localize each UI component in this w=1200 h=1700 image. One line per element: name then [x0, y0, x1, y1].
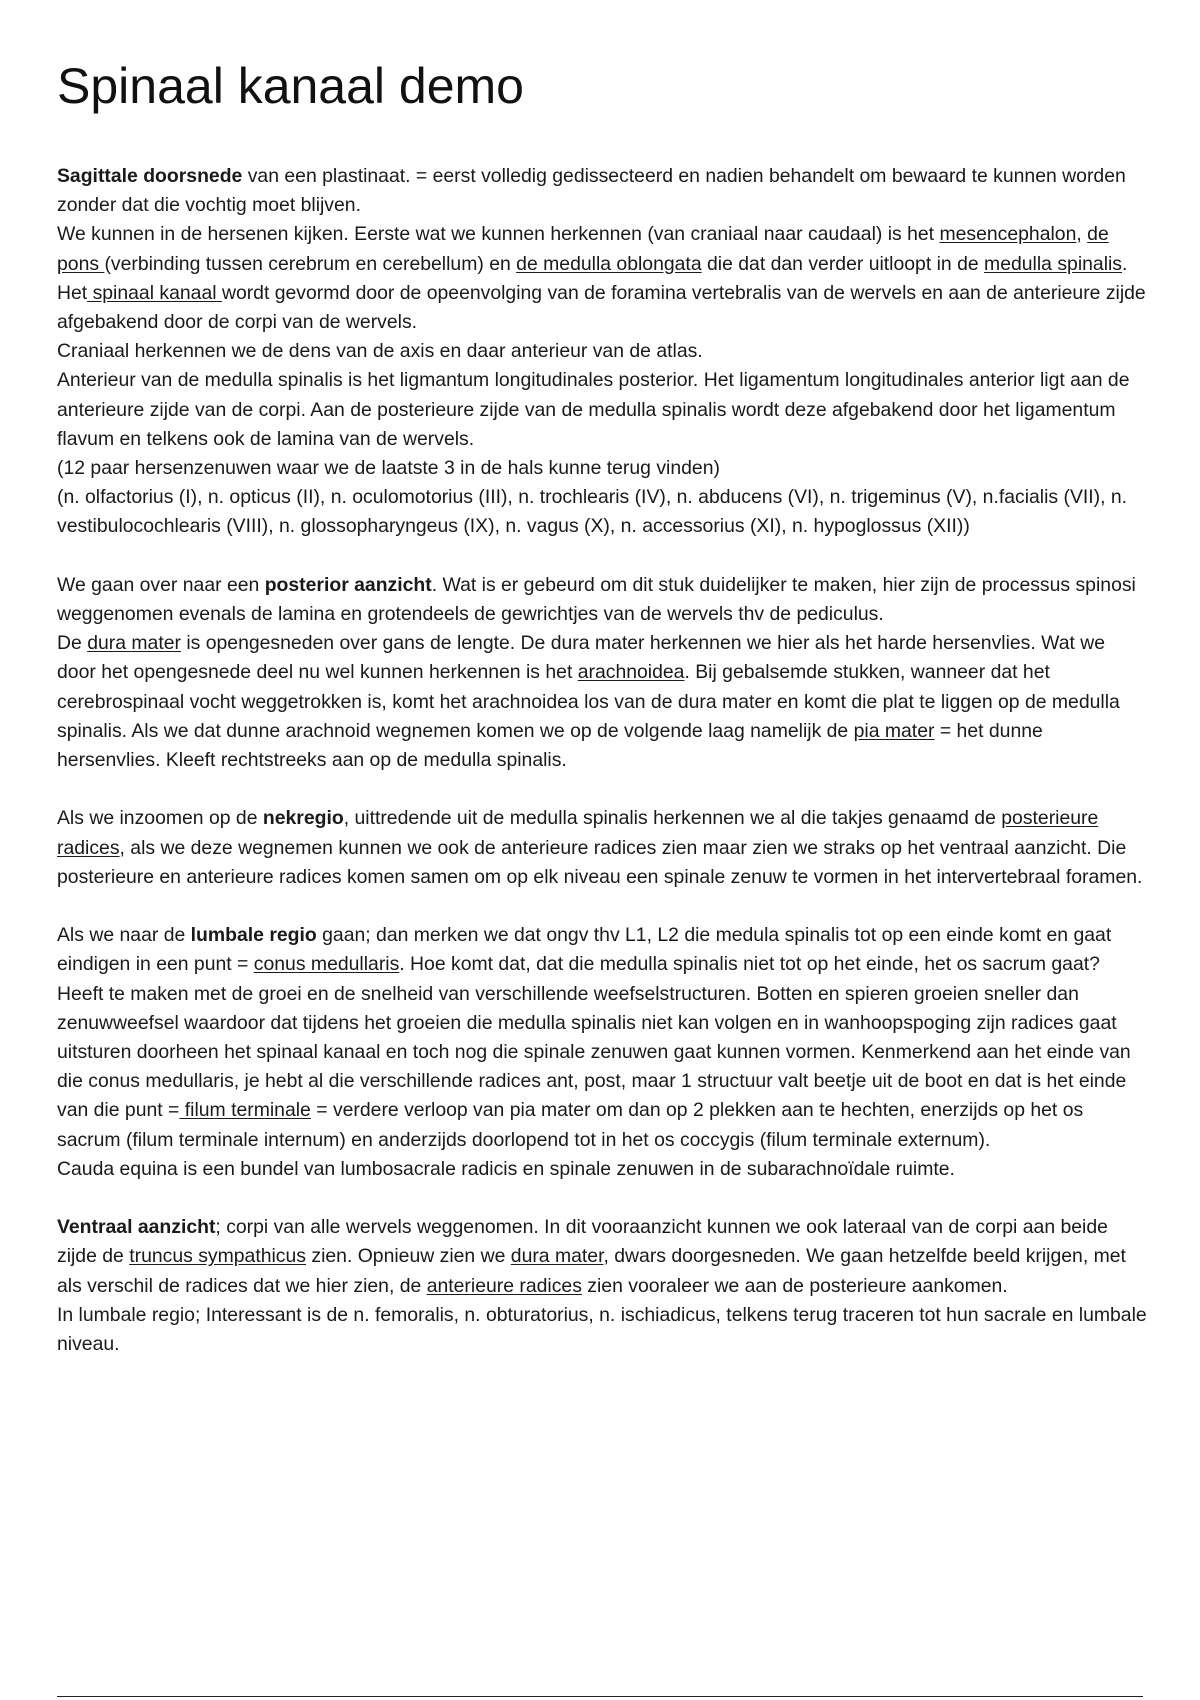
bold-term: nekregio [262, 807, 344, 830]
underlined-term: mesencephalon [939, 223, 1077, 246]
bold-term: Ventraal aanzicht [57, 1216, 216, 1239]
bold-term: lumbale regio [190, 924, 317, 947]
section-ventraal [57, 1213, 1147, 1359]
underlined-term: medulla spinalis [984, 252, 1123, 275]
bold-term: posterior aanzicht [264, 573, 432, 596]
paragraph-gap [57, 892, 1147, 921]
underlined-term: dura mater [510, 1245, 604, 1268]
underlined-term: filum terminale [179, 1099, 311, 1122]
underlined-term: dura mater [87, 632, 181, 655]
underlined-term: arachnoidea [577, 661, 685, 684]
paragraph-gap [57, 775, 1147, 804]
paragraph-hersenen: We kunnen in de hersenen kijken. Eerste wat we kunnen herkennen (van craniaal naar caudaal) is het mesencephalon, de pons (verbinding tussen cerebrum en cerebellum) en de medulla oblongata die dat dan verder uitloopt in de medulla spinalis. [57, 223, 1128, 275]
underlined-term: truncus sympathicus [129, 1245, 306, 1268]
underlined-term: de pons [57, 223, 1109, 275]
paragraph-cauda-equina: Cauda equina is een bundel van lumbosacrale radicis en spinale zenuwen in de subarachnoïdale ruimte. [57, 1157, 955, 1180]
section-posterior [57, 571, 1147, 775]
paragraph-dura-mater: De dura mater is opengesneden over gans de lengte. De dura mater herkennen we hier als het harde hersenvlies. Wat we door het opengesnede deel nu wel kunnen herkennen is het arachnoidea. Bij gebalsemde stukken, wanneer dat het cerebrospinaal vocht weggetrokken is, komt het arachnoidea los van de dura mater en komt die plat te liggen op de medulla spinalis. Als we dat dunne arachnoid wegnemen komen we op de volgende laag namelijk de pia mater = het dunne hersenvlies. Kleeft rechtstreeks aan op de medulla spinalis. [57, 632, 1120, 772]
underlined-term: anterieure radices [426, 1274, 582, 1297]
paragraph-hersenzenuwen-list: (n. olfactorius (I), n. opticus (II), n. oculomotorius (III), n. trochlearis (IV), n. abducens (VI), n. trigeminus (V), n.facialis (VII), n. vestibulocochlearis (VIII), n. glossopharyngeus (IX), n. vagus (X), n. accessorius (XI), n. hypoglossus (XII)) [57, 486, 1128, 538]
section-nekregio [57, 804, 1147, 892]
paragraph-craniaal: Craniaal herkennen we de dens van de axis en daar anterieur van de atlas. [57, 340, 703, 363]
underlined-term: conus medullaris [253, 953, 400, 976]
paragraph-ligamenten: Anterieur van de medulla spinalis is het ligmantum longitudinales posterior. Het ligamentum longitudinales anterior ligt aan de anterieure zijde van de corpi. Aan de posterieure zijde van de medulla spinalis wordt deze afgebakend door het ligamentum flavum en telkens ook de lamina van de wervels. [57, 369, 1130, 450]
footer-divider [57, 1696, 1143, 1697]
paragraph-hersenzenuwen-note: (12 paar hersenzenuwen waar we de laatste 3 in de hals kunne terug vinden) [57, 457, 720, 480]
paragraph-nekregio: Als we inzoomen op de nekregio, uittredende uit de medulla spinalis herkennen we al die takjes genaamd de posterieure radices, als we deze wegnemen kunnen we ook de anterieure radices zien maar zien we straks op het ventraal aanzicht. Die posterieure en anterieure radices komen samen om op elk niveau een spinale zenuw te vormen in het intervertebraal foramen. [57, 807, 1143, 888]
paragraph-spinaal-kanaal: Het spinaal kanaal wordt gevormd door de opeenvolging van de foramina vertebralis van de wervels en aan de anterieure zijde afgebakend door de corpi van de wervels. [57, 281, 1146, 334]
paragraph-gap [57, 542, 1147, 571]
page-title: Spinaal kanaal demo [57, 58, 524, 114]
paragraph-lumbale-regio: Als we naar de lumbale regio gaan; dan merken we dat ongv thv L1, L2 die medula spinalis tot op een einde komt en gaat eindigen in een punt = conus medullaris. Hoe komt dat, dat die medulla spinalis niet tot op het einde, het os sacrum gaat? Heeft te maken met de groei en de snelheid van verschillende weefselstructuren. Botten en spieren groeien sneller dan zenuwweefsel waardoor dat tijdens het groeien die medulla spinalis niet kan volgen en in wanhoopspoging zijn radices gaat uitsturen doorheen het spinaal kanaal en toch nog die spinale zenuwen gaat kunnen vormen. Kenmerkend aan het einde van die conus medullaris, je hebt al die verschillende radices ant, post, maar 1 structuur valt beetje uit de boot en dat is het einde van die punt = filum terminale = verdere verloop van pia mater om dan op 2 plekken aan te hechten, enerzijds op het os sacrum (filum terminale internum) en anderzijds doorlopend tot in het os coccygis (filum terminale externum). [57, 924, 1131, 1151]
paragraph-sagittale-doorsnede: Sagittale doorsnede van een plastinaat. = eerst volledig gedissecteerd en nadien behandelt om bewaard te kunnen worden zonder dat die vochtig moet blijven. [57, 165, 1126, 217]
paragraph-ventraal-aanzicht: Ventraal aanzicht; corpi van alle wervels weggenomen. In dit vooraanzicht kunnen we ook lateraal van de corpi aan beide zijde de truncus sympathicus zien. Opnieuw zien we dura mater, dwars doorgesneden. We gaan hetzelfde beeld krijgen, met als verschil de radices dat we hier zien, de anterieure radices zien vooraleer we aan de posterieure aankomen. [57, 1216, 1126, 1297]
underlined-term: pia mater [853, 719, 935, 742]
document-page [57, 52, 1147, 1359]
bold-term: Sagittale doorsnede [57, 165, 243, 187]
paragraph-lumbale-zenuwen: In lumbale regio; Interessant is de n. femoralis, n. obturatorius, n. ischiadicus, telkens terug traceren tot hun sacrale en lumbale niveau. [57, 1303, 1147, 1356]
paragraph-posterior-aanzicht: We gaan over naar een posterior aanzicht. Wat is er gebeurd om dit stuk duidelijker te maken, hier zijn de processus spinosi weggenomen evenals de lamina en grotendeels de gewrichtjes van de wervels thv de pediculus. [57, 573, 1136, 626]
section-sagittal [57, 162, 1147, 542]
section-lumbale-regio [57, 921, 1147, 1184]
underlined-term: spinaal kanaal [87, 281, 222, 304]
underlined-term: posterieure radices [57, 807, 1099, 859]
paragraph-gap [57, 1184, 1147, 1213]
underlined-term: de medulla oblongata [516, 252, 702, 275]
